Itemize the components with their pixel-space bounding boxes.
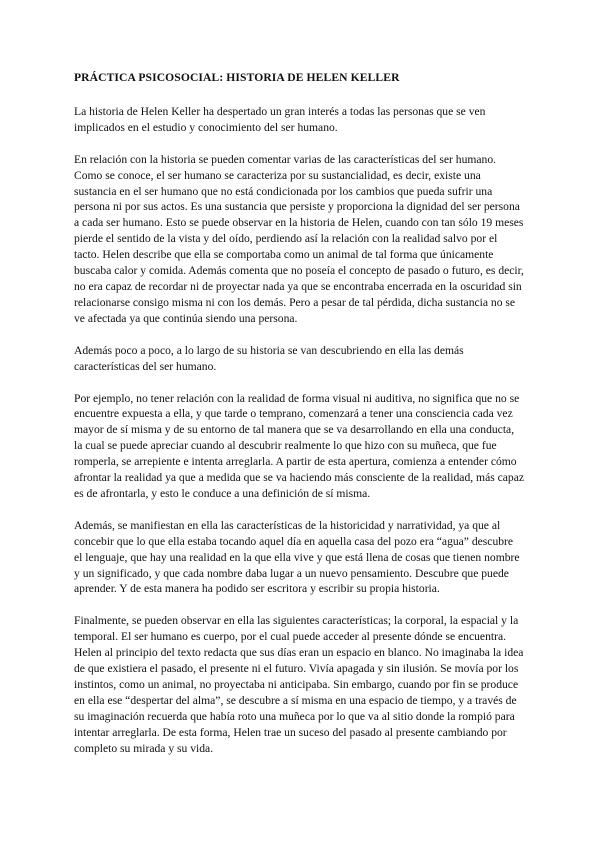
document-page: [74, 70, 524, 773]
paragraph-intro: La historia de Helen Keller ha despertado un gran interés a todas las personas que se ven implicados en el estudio y conocimiento del ser humano.: [74, 104, 486, 134]
document-title: PRÁCTICA PSICOSOCIAL: HISTORIA DE HELEN KELLER: [74, 71, 400, 84]
paragraph-historicidad: Además, se manifiestan en ella las características de la historicidad y narratividad, ya que al concebir que lo que ella estaba tocando aquel día en aquella casa del pozo era “agua” descubre el lenguaje, que hay una realidad en la que ella vive y que está llena de cosas que tienen nombre y un significado, y que cada nombre daba lugar a un nuevo pensamiento. Descubre que puede aprender. Y de esta manera ha podido ser escritora y escribir su propia historia.: [74, 518, 520, 596]
paragraph-caracteristicas: Además poco a poco, a lo largo de su historia se van descubriendo en ella las demás características del ser humano.: [74, 343, 464, 373]
paragraph-finalmente: Finalmente, se pueden observar en ella las siguientes características; la corporal, la espacial y la temporal. El ser humano es cuerpo, por el cual puede acceder al presente dónde se encuentra. Helen al principio del texto redacta que sus días eran un espacio en blanco. No imaginaba la idea de que existiera el pasado, el presente ni el futuro. Vivía apagada y sin ilusión. Se movía por los instintos, como un animal, no proyectaba ni anticipaba. Sin embargo, cuando por fin se produce en ella ese “despertar del alma”, se descubre a sí misma en una espacio de tiempo, y a través de su imaginación recuerda que había roto una muñeca por lo que va al sitio donde la rompió para intentar arreglarla. De esta forma, Helen trae un suceso del pasado al presente cambiando por completo su mirada y su vida.: [74, 614, 524, 755]
paragraph-sustancialidad: En relación con la historia se pueden comentar varias de las características del ser humano. Como se conoce, el ser humano se caracteriza por su sustancialidad, es decir, existe una sustancia en el ser humano que no está condicionada por los cambios que pueda sufrir una persona ni por sus actos. Es una sustancia que persiste y proporciona la dignidad del ser persona a cada ser humano. Esto se puede observar en la historia de Helen, cuando con tan sólo 19 meses pierde el sentido de la vista y del oído, perdiendo así la relación con la realidad salvo por el tacto. Helen describe que ella se comportaba como un animal de tal forma que únicamente buscaba calor y comida. Además comenta que no poseía el concepto de pasado o futuro, es decir, no era capaz de recordar ni de proyectar nada ya que se encontraba encerrada en la oscuridad sin relacionarse consigo misma ni con los demás. Pero a pesar de tal pérdida, dicha sustancia no se ve afectada ya que continúa siendo una persona.: [74, 152, 524, 325]
paragraph-ejemplo: Por ejemplo, no tener relación con la realidad de forma visual ni auditiva, no significa que no se encuentre expuesta a ella, y que tarde o temprano, comenzará a tener una consciencia cada vez mayor de sí misma y de su entorno de tal manera que se va desarrollando en ella una conducta, la cual se puede apreciar cuando al descubrir realmente lo que hizo con su muñeca, que fue romperla, se arrepiente e intenta arreglarla. A partir de esta apertura, comienza a entender cómo afrontar la realidad ya que a medida que se va haciendo más consciente de la realidad, más capaz es de afrontarla, y esto le conduce a una definición de sí misma.: [74, 391, 525, 500]
